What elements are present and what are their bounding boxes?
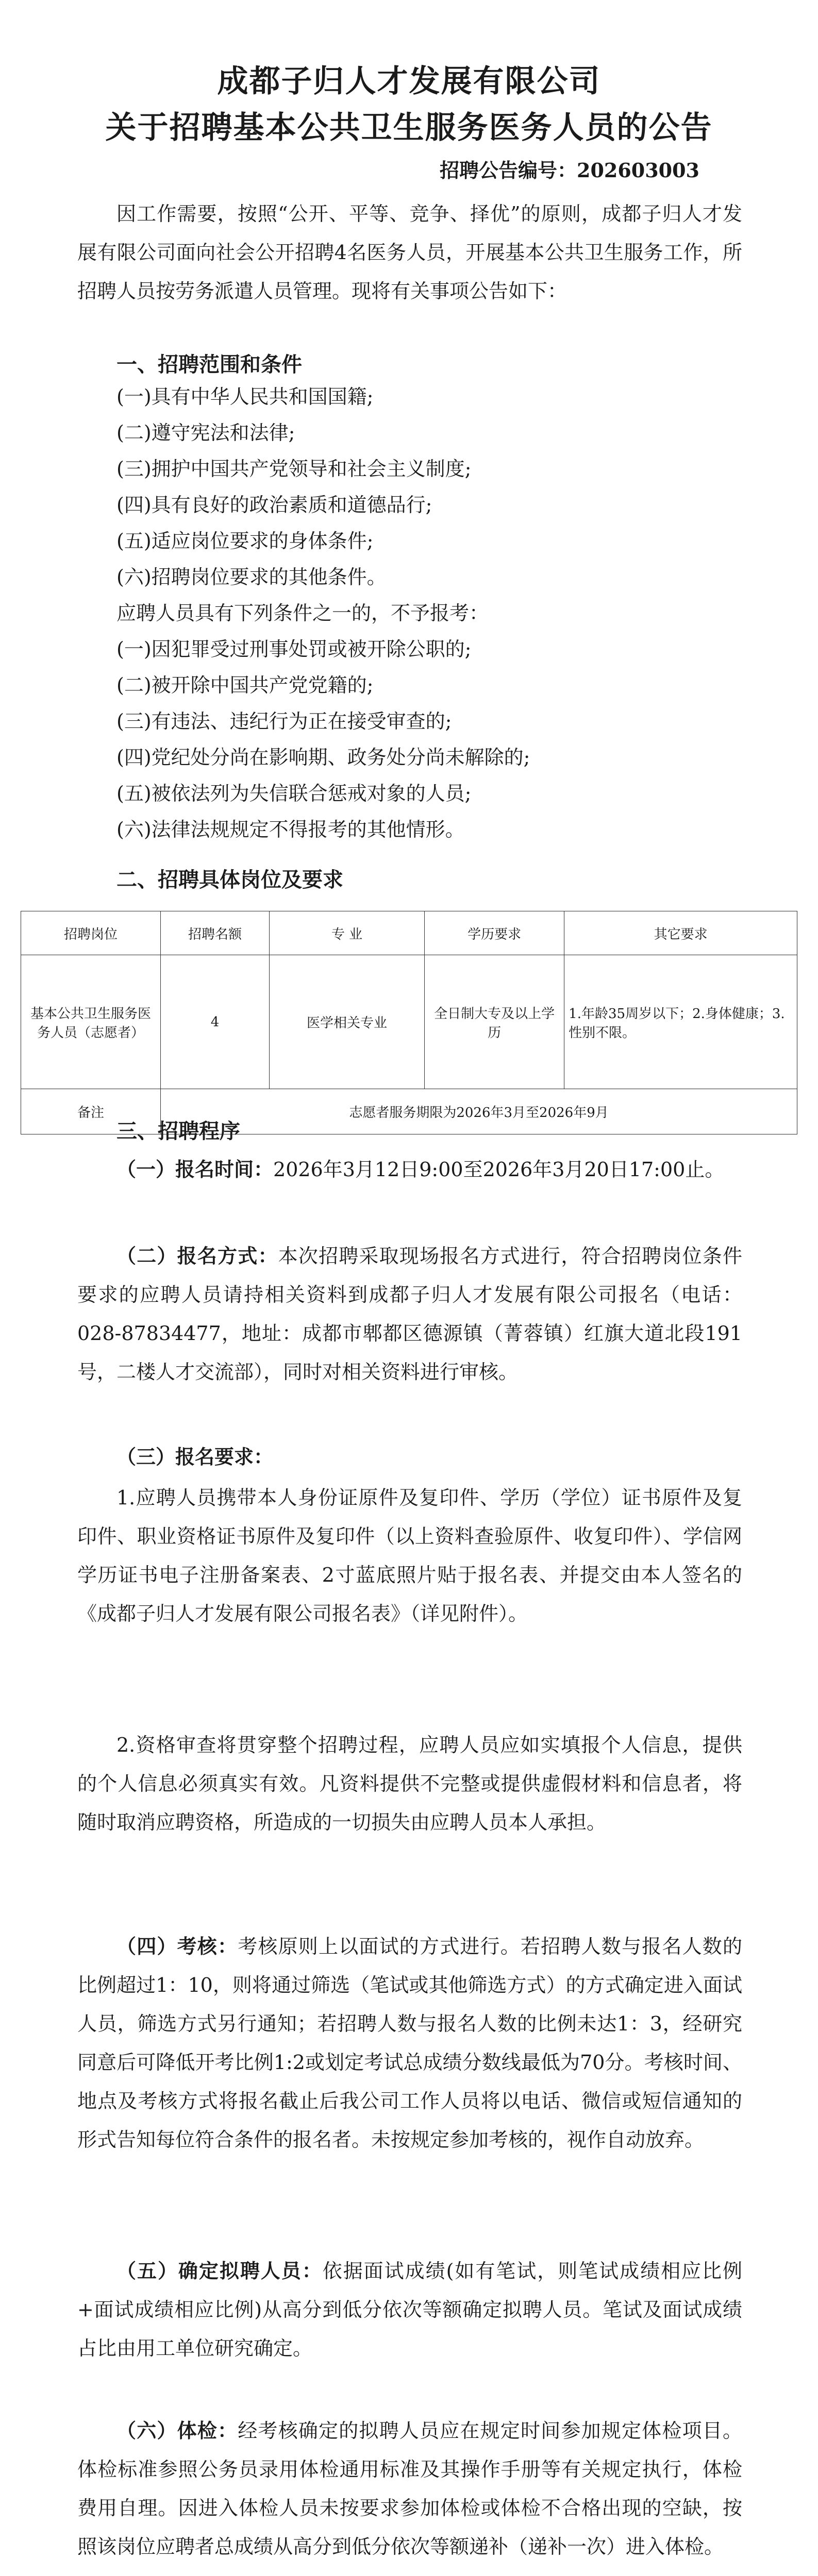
section-3-heading: 三、招聘程序 bbox=[116, 1120, 240, 1143]
physical-label: （六）体检： bbox=[116, 2419, 238, 2442]
registration-method-text: 本次招聘采取现场报名方式进行，符合招聘岗位条件要求的应聘人员请持相关资料到成都子归人才发展有限公司报名（电话：028-87834477，地址：成都市郫都区德源镇（菁蓉镇）红旗大道北段191号，二楼人才交流部），同时对相关资料进行审核。 bbox=[77, 1245, 742, 1383]
registration-time bbox=[77, 1150, 742, 1189]
cell-note-label: 备注 bbox=[21, 1089, 161, 1134]
table-row bbox=[21, 955, 797, 1089]
exam-label: （四）考核： bbox=[116, 1935, 238, 1958]
condition-item: (三)拥护中国共产党领导和社会主义制度; bbox=[116, 457, 472, 480]
condition-item: (二)遵守宪法和法律; bbox=[116, 421, 295, 444]
cell-position: 基本公共卫生服务医务人员（志愿者） bbox=[21, 955, 161, 1089]
registration-time-text: 2026年3月12日9:00至2026年3月20日17:00止。 bbox=[273, 1158, 725, 1181]
exam-paragraph bbox=[77, 1927, 742, 2159]
exclusion-intro: 应聘人员具有下列条件之一的，不予报考： bbox=[116, 602, 489, 624]
positions-table bbox=[21, 911, 797, 1134]
confirm-paragraph bbox=[77, 2251, 742, 2368]
requirement-2: 2.资格审查将贯穿整个招聘过程，应聘人员应如实填报个人信息，提供的个人信息必须真实有效。凡资料提供不完整或提供虚假材料和信息者，将随时取消应聘资格，所造成的一切损失由应聘人员本人承担。 bbox=[77, 1734, 742, 1834]
registration-time-label: （一）报名时间： bbox=[116, 1158, 274, 1181]
section-1-heading: 一、招聘范围和条件 bbox=[116, 353, 302, 376]
exclusion-item: (六)法律法规规定不得报考的其他情形。 bbox=[116, 818, 465, 841]
registration-method bbox=[77, 1236, 742, 1392]
section-2-heading: 二、招聘具体岗位及要求 bbox=[116, 869, 343, 891]
title-company: 成都子归人才发展有限公司 bbox=[217, 63, 601, 99]
physical-paragraph bbox=[77, 2411, 742, 2566]
table-header: 招聘岗位 bbox=[21, 911, 161, 955]
table-header-row bbox=[21, 911, 797, 955]
registration-requirements-label: （三）报名要求： bbox=[116, 1445, 274, 1468]
cell-note-value: 志愿者服务期限为2026年3月至2026年9月 bbox=[161, 1089, 797, 1134]
registration-method-label: （二）报名方式： bbox=[116, 1244, 278, 1267]
exclusion-item: (三)有违法、违纪行为正在接受审查的; bbox=[116, 710, 452, 733]
exclusion-item: (一)因犯罪受过刑事处罚或被开除公职的; bbox=[116, 638, 472, 660]
confirm-text: 依据面试成绩(如有笔试，则笔试成绩相应比例+面试成绩相应比例)从高分到低分依次等额确定拟聘人员。笔试及面试成绩占比由用工单位研究确定。 bbox=[77, 2260, 742, 2360]
cell-major: 医学相关专业 bbox=[269, 955, 424, 1089]
physical-text: 经考核确定的拟聘人员应在规定时间参加规定体检项目。体检标准参照公务员录用体检通用标准及其操作手册等有关规定执行，体检费用自理。因进入体检人员未按要求参加体检或体检不合格出现的空缺，按照该岗位应聘者总成绩从高分到低分依次等额递补（递补一次）进入体检。 bbox=[77, 2419, 742, 2558]
cell-education: 全日制大专及以上学历 bbox=[425, 955, 564, 1089]
confirm-label: （五）确定拟聘人员： bbox=[116, 2259, 323, 2282]
condition-item: (四)具有良好的政治素质和道德品行; bbox=[116, 494, 432, 516]
condition-item: (一)具有中华人民共和国国籍; bbox=[116, 385, 374, 408]
condition-item: (五)适应岗位要求的身体条件; bbox=[116, 530, 374, 552]
exclusion-item: (二)被开除中国共产党党籍的; bbox=[116, 674, 374, 697]
cell-quota: 4 bbox=[161, 955, 270, 1089]
exam-text: 考核原则上以面试的方式进行。若招聘人数与报名人数的比例超过1：10，则将通过筛选（笔试或其他筛选方式）的方式确定进入面试人员，筛选方式另行通知；若招聘人数与报名人数的比例未达1：3，经研究同意后可降低开考比例1:2或划定考试总成绩分数线最低为70分。考核时间、地点及考核方式将报名截止后我公司工作人员将以电话、微信或短信通知的形式告知每位符合条件的报名者。未按规定参加考核的，视作自动放弃。 bbox=[77, 1935, 742, 2151]
table-header: 学历要求 bbox=[425, 911, 564, 955]
condition-item: (六)招聘岗位要求的其他条件。 bbox=[116, 566, 387, 588]
requirement-1: 1.应聘人员携带本人身份证原件及复印件、学历（学位）证书原件及复印件、职业资格证书原件及复印件（以上资料查验原件、收复印件）、学信网学历证书电子注册备案表、2寸蓝底照片贴于报名表、并提交由本人签名的《成都子归人才发展有限公司报名表》（详见附件）。 bbox=[77, 1486, 742, 1625]
intro-paragraph: 因工作需要，按照“公开、平等、竞争、择优”的原则，成都子归人才发展有限公司面向社会公开招聘4名医务人员，开展基本公共卫生服务工作，所招聘人员按劳务派遣人员管理。现将有关事项公告如下： bbox=[77, 202, 742, 302]
table-header: 招聘名额 bbox=[161, 911, 270, 955]
title-subject: 关于招聘基本公共卫生服务医务人员的公告 bbox=[105, 110, 713, 146]
registration-requirements bbox=[77, 1437, 742, 1477]
exclusion-item: (五)被依法列为失信联合惩戒对象的人员; bbox=[116, 782, 472, 805]
cell-other: 1.年龄35周岁以下；2.身体健康；3.性别不限。 bbox=[564, 955, 797, 1089]
announcement-number: 招聘公告编号：202603003 bbox=[440, 159, 699, 182]
table-header: 其它要求 bbox=[564, 911, 797, 955]
exclusion-item: (四)党纪处分尚在影响期、政务处分尚未解除的; bbox=[116, 746, 530, 769]
table-header: 专 业 bbox=[269, 911, 424, 955]
